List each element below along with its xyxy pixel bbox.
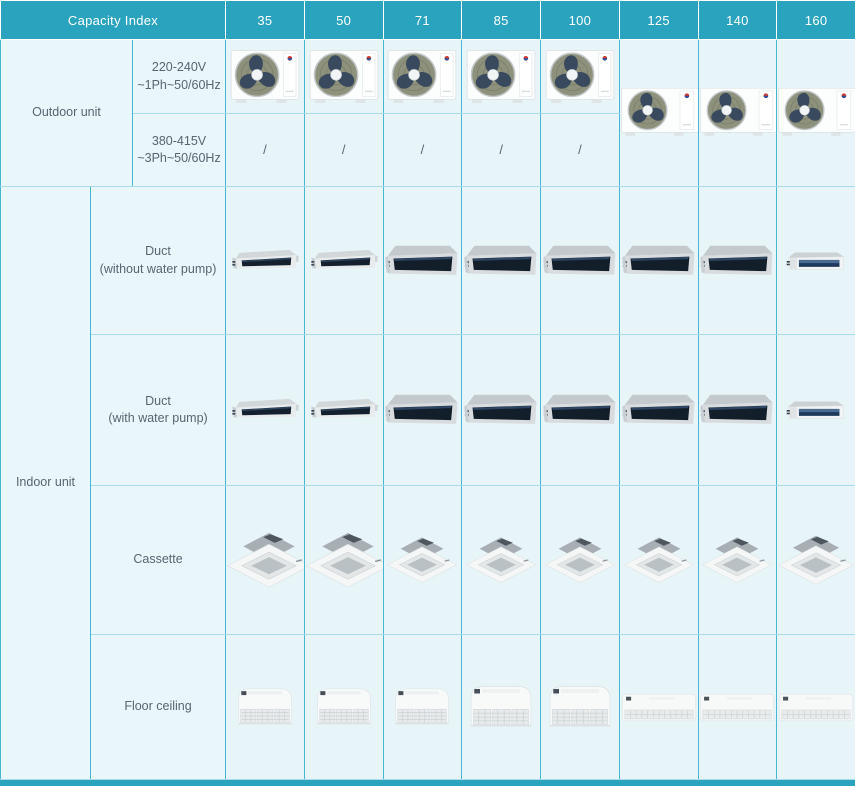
outdoor-unit-cell-71	[383, 40, 462, 114]
floor-ceiling-unit-image	[778, 689, 854, 726]
duct-cell-160	[777, 187, 855, 335]
outdoor-unit-image	[465, 46, 537, 108]
na-cell-85: /	[462, 114, 541, 187]
cassette-cell-100	[541, 486, 620, 635]
duct-unit-image	[463, 388, 539, 432]
floor-ceiling-unit-image	[313, 683, 375, 732]
col-header-71: 71	[383, 1, 462, 40]
cassette-row	[1, 486, 855, 635]
duct-unit-image	[542, 388, 618, 432]
floor-ceiling-cell-85	[462, 635, 541, 780]
duct-no-pump-label	[91, 187, 226, 335]
duct-with-pump-line1: Duct	[145, 393, 171, 408]
floor-ceiling-unit-image	[391, 683, 453, 732]
col-header-50: 50	[304, 1, 383, 40]
duct-unit-image	[230, 243, 300, 279]
duct-pump-cell-160	[777, 335, 855, 486]
duct-cell-140	[698, 187, 777, 335]
single-phase-label	[133, 40, 226, 114]
outdoor-unit-image	[544, 46, 616, 108]
duct-pump-cell-50	[304, 335, 383, 486]
outdoor-unit-cell-100	[541, 40, 620, 114]
duct-pump-cell-71	[383, 335, 462, 486]
duct-unit-image	[309, 392, 379, 428]
duct-unit-image	[384, 239, 460, 283]
duct-cell-50	[304, 187, 383, 335]
duct-unit-image	[384, 388, 460, 432]
duct-no-pump-line1: Duct	[145, 244, 171, 258]
floor-ceiling-cell-100	[541, 635, 620, 780]
single-phase-voltage: 220-240V	[151, 60, 207, 74]
outdoor-unit-image	[699, 85, 777, 141]
floor-ceiling-unit-image	[234, 683, 296, 732]
duct-pump-cell-125	[619, 335, 698, 486]
duct-unit-image	[230, 392, 300, 428]
cassette-unit-image	[777, 533, 855, 587]
duct-no-pump-line2: (without water pump)	[99, 261, 217, 276]
floor-ceiling-unit-image	[466, 680, 536, 735]
na-cell-35: /	[226, 114, 305, 187]
indoor-unit-section-label: Indoor unit	[1, 187, 91, 780]
header-row	[1, 1, 855, 40]
cassette-cell-35	[226, 486, 305, 635]
col-header-100: 100	[541, 1, 620, 40]
cassette-cell-50	[304, 486, 383, 635]
na-cell-100: /	[541, 114, 620, 187]
outdoor-unit-image	[386, 46, 458, 108]
cassette-label: Cassette	[91, 486, 226, 635]
col-header-85: 85	[462, 1, 541, 40]
outdoor-unit-cell-125	[619, 40, 698, 187]
outdoor-single-phase-row	[1, 40, 855, 114]
duct-unit-image	[463, 239, 539, 283]
cassette-cell-71	[383, 486, 462, 635]
floor-ceiling-unit-image	[699, 689, 775, 726]
duct-cell-100	[541, 187, 620, 335]
outdoor-unit-cell-140	[698, 40, 777, 187]
cassette-unit-image	[386, 535, 458, 585]
floor-ceiling-unit-image	[621, 689, 697, 726]
duct-with-pump-row	[1, 335, 855, 486]
duct-unit-image	[784, 246, 848, 276]
outdoor-unit-image	[229, 46, 301, 108]
cassette-cell-140	[698, 486, 777, 635]
outdoor-unit-image	[777, 85, 855, 141]
duct-with-pump-line2: (with water pump)	[108, 411, 208, 425]
outdoor-unit-cell-85	[462, 40, 541, 114]
cassette-unit-image	[623, 535, 695, 585]
cassette-unit-image	[305, 530, 383, 590]
col-header-125: 125	[619, 1, 698, 40]
bottom-accent-bar	[0, 780, 855, 786]
cassette-cell-160	[777, 486, 855, 635]
outdoor-unit-image	[620, 85, 698, 141]
outdoor-unit-image	[308, 46, 380, 108]
duct-cell-35	[226, 187, 305, 335]
duct-no-pump-row	[1, 187, 855, 335]
duct-unit-image	[699, 388, 775, 432]
floor-ceiling-row	[1, 635, 855, 780]
duct-unit-image	[784, 395, 848, 425]
cassette-unit-image	[701, 535, 773, 585]
floor-ceiling-cell-160	[777, 635, 855, 780]
duct-cell-85	[462, 187, 541, 335]
cassette-unit-image	[226, 530, 304, 590]
duct-pump-cell-140	[698, 335, 777, 486]
three-phase-spec: ~3Ph~50/60Hz	[137, 151, 221, 165]
duct-pump-cell-85	[462, 335, 541, 486]
duct-pump-cell-35	[226, 335, 305, 486]
floor-ceiling-cell-125	[619, 635, 698, 780]
duct-unit-image	[309, 243, 379, 279]
three-phase-label	[133, 114, 226, 187]
floor-ceiling-label: Floor ceiling	[91, 635, 226, 780]
cassette-unit-image	[544, 535, 616, 585]
outdoor-unit-cell-50	[304, 40, 383, 114]
duct-cell-71	[383, 187, 462, 335]
duct-unit-image	[542, 239, 618, 283]
floor-ceiling-cell-71	[383, 635, 462, 780]
na-cell-50: /	[304, 114, 383, 187]
single-phase-spec: ~1Ph~50/60Hz	[137, 77, 221, 92]
duct-unit-image	[621, 388, 697, 432]
cassette-cell-125	[619, 486, 698, 635]
floor-ceiling-cell-35	[226, 635, 305, 780]
cassette-cell-85	[462, 486, 541, 635]
capacity-index-header: Capacity Index	[1, 1, 226, 40]
col-header-160: 160	[777, 1, 855, 40]
duct-cell-125	[619, 187, 698, 335]
duct-with-pump-label	[91, 335, 226, 486]
outdoor-unit-section-label: Outdoor unit	[1, 40, 133, 187]
duct-pump-cell-100	[541, 335, 620, 486]
col-header-140: 140	[698, 1, 777, 40]
floor-ceiling-unit-image	[545, 680, 615, 735]
na-cell-71: /	[383, 114, 462, 187]
duct-unit-image	[699, 239, 775, 283]
floor-ceiling-cell-140	[698, 635, 777, 780]
outdoor-unit-cell-35	[226, 40, 305, 114]
duct-unit-image	[621, 239, 697, 283]
cassette-unit-image	[465, 535, 537, 585]
col-header-35: 35	[226, 1, 305, 40]
floor-ceiling-cell-50	[304, 635, 383, 780]
outdoor-unit-cell-160	[777, 40, 855, 187]
three-phase-voltage: 380-415V	[151, 133, 207, 148]
